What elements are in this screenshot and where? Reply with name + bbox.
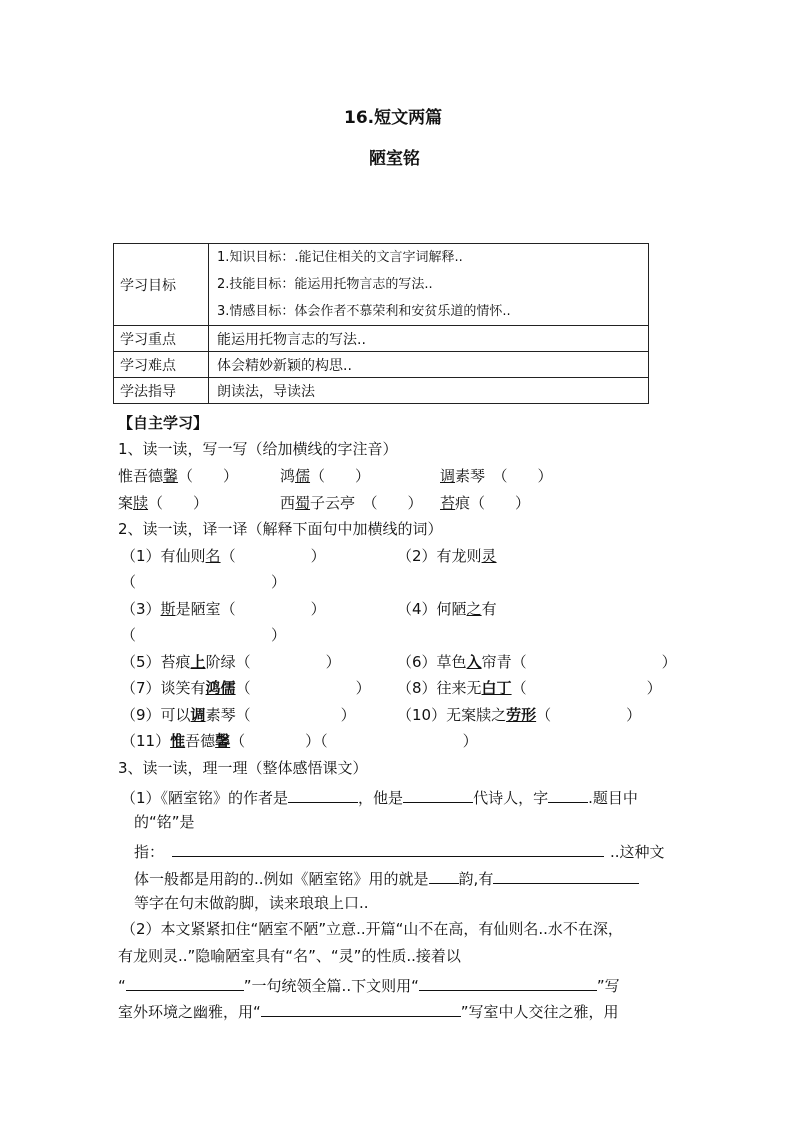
translate-item: （2）有龙则灵 [397,547,497,565]
translate-item: （1）有仙则名（ ） [121,547,326,565]
pinyin-item: 鸿儒（ ） [280,467,371,485]
study-goals-table [113,243,649,404]
goal-line: 3.情感目标：体会作者不慕荣利和安贫乐道的情怀.. [217,304,511,319]
pinyin-item: 苔痕（ ） [440,494,531,512]
fill-line: 室外环境之幽雅，用“ ”写室中人交往之雅，用 [118,1003,619,1021]
table-row [114,378,649,404]
fill-line: 指： ..这种文 [134,843,665,861]
row-label: 学习重点 [114,326,209,352]
row-label: 学习目标 [114,244,209,326]
page-title: 16.短文两篇 [344,108,443,128]
fill-line: （1）《陋室铭》的作者是 ，他是 代诗人，字 .题目中 [121,789,638,807]
pinyin-item: 西蜀子云亭 （ ） [280,494,423,512]
translate-item: （9）可以调素琴（ ） [121,706,356,724]
pinyin-item: 案牍（ ） [118,494,209,512]
question-3-prompt: 3、读一读，理一理（整体感悟课文） [118,759,368,777]
row-label: 学法指导 [114,378,209,404]
pinyin-item: 惟吾德馨（ ） [118,467,239,485]
fill-line: 等字在句末做韵脚，读来琅琅上口.. [134,894,369,912]
translate-item: （6）草色入帘青（ ） [397,653,677,671]
row-content [209,244,649,326]
table-row [114,352,649,378]
translate-item: （10）无案牍之劳形（ ） [397,706,642,724]
question-1-prompt: 1、读一读，写一写（给加横线的字注音） [118,440,398,458]
translate-blank: （ ） [121,573,287,591]
translate-item: （3）斯是陋室（ ） [121,600,326,618]
row-content: 朗读法，导读法 [209,378,649,404]
translate-item: （7）谈笑有鸿儒（ ） [121,679,371,697]
translate-item: （11）惟吾德馨（ ）（ ） [121,732,478,750]
translate-item: （5）苔痕上阶绿（ ） [121,653,341,671]
goal-line: 2.技能目标：能运用托物言志的写法.. [217,277,433,292]
section-heading: 【自主学习】 [118,414,209,432]
fill-line: “ ”一句统领全篇..下文则用“ ”写 [118,977,620,995]
table-row [114,326,649,352]
page-subtitle: 陋室铭 [369,149,420,169]
translate-item: （8）往来无白丁（ ） [397,679,662,697]
translate-item: （4）何陋之有 [397,600,497,618]
fill-line: 体一般都是用韵的..例如《陋室铭》用的就是 韵,有 [134,869,639,887]
table-row [114,244,649,326]
translate-blank: （ ） [121,626,287,644]
row-label: 学习难点 [114,352,209,378]
paragraph-line: （2）本文紧紧扣住“陋室不陋”立意..开篇“山不在高，有仙则名..水不在深， [121,920,623,938]
row-content: 能运用托物言志的写法.. [209,326,649,352]
row-content: 体会精妙新颖的构思.. [209,352,649,378]
paragraph-line: 有龙则灵..”隐喻陋室具有“名”、“灵”的性质..接着以 [118,947,461,965]
fill-line: 的“铭”是 [134,813,195,831]
question-2-prompt: 2、读一读，译一译（解释下面句中加横线的词） [118,520,443,538]
pinyin-item: 调素琴 （ ） [440,467,553,485]
goal-line: 1.知识目标：.能记住相关的文言字词解释.. [217,250,463,265]
